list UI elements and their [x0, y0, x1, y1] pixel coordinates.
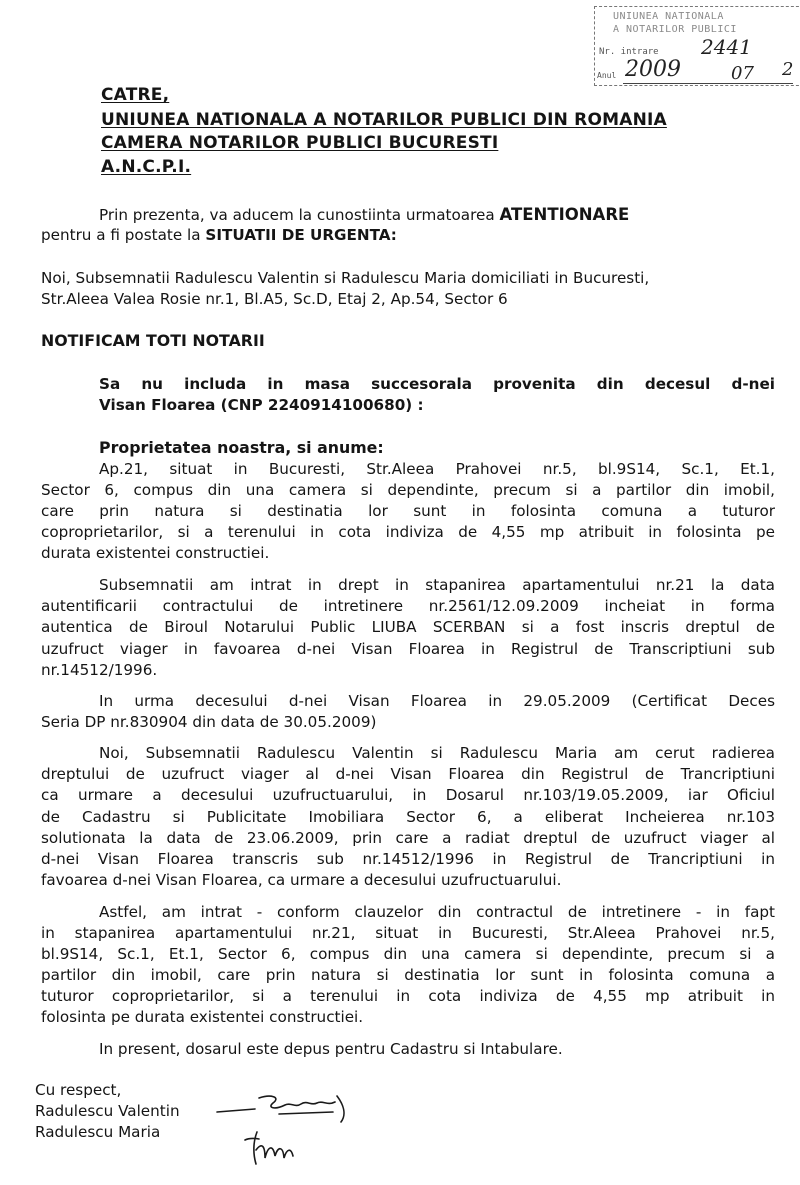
p5-line4: partilor din imobil, care prin natura si destinatia lor sunt in folosinta comuna a: [41, 966, 775, 984]
property-line1: Ap.21, situat in Bucuresti, Str.Aleea Prahovei nr.5, bl.9S14, Sc.1, Et.1,: [99, 460, 775, 478]
intro-text: Prin prezenta, va aducem la cunostiinta urmatoarea: [99, 206, 500, 224]
p4-line7: favoarea d-nei Visan Floarea, ca urmare a decesului uzufructuarului.: [41, 871, 562, 889]
p2-line5: nr.14512/1996.: [41, 661, 158, 679]
addressee-ancpi: A.N.C.P.I.: [101, 157, 192, 177]
p3-line1: In urma decesului d-nei Visan Floarea in 29.05.2009 (Certificat Deces: [99, 692, 775, 710]
p5-line1: Astfel, am intrat - conform clauzelor din contractul de intretinere - in fapt: [99, 903, 775, 921]
stamp-registration-number: 2441: [701, 35, 752, 59]
p4-line4: de Cadastru si Publicitate Imobiliara Sector 6, a eliberat Incheierea nr.103: [41, 808, 775, 826]
addressee-uniunea: UNIUNEA NATIONALA A NOTARILOR PUBLICI DIN ROMANIA: [101, 110, 667, 130]
stamp-date-year: 2009: [625, 57, 681, 82]
p4-line6: d-nei Visan Floarea transcris sub nr.14512/1996 in Registrul de Trancriptiuni in: [41, 850, 775, 868]
p4-line1: Noi, Subsemnatii Radulescu Valentin si Radulescu Maria am cerut radierea: [99, 744, 775, 762]
stamp-org-line1: UNIUNEA NATIONALA: [613, 11, 724, 22]
p2-line3: autentica de Biroul Notarului Public LIUBA SCERBAN si a fost inscris dreptul de: [41, 618, 775, 636]
p2-line2: autentificarii contractului de intretinere nr.2561/12.09.2009 incheiat in forma: [41, 597, 775, 615]
p4-line5: solutionata la data de 23.06.2009, prin care a radiat dreptul de uzufruct viager al: [41, 829, 775, 847]
signature-maria: [235, 1128, 315, 1168]
petitioners-line2: Str.Aleea Valea Rosie nr.1, Bl.A5, Sc.D, Etaj 2, Ap.54, Sector 6: [41, 290, 508, 308]
p6-line: In present, dosarul este depus pentru Cadastru si Intabulare.: [99, 1040, 563, 1058]
request-line1: Sa nu includa in masa succesorala provenita din decesul d-nei: [99, 375, 775, 393]
addressee-to: CATRE,: [101, 85, 170, 105]
property-heading: Proprietatea noastra, si anume:: [99, 438, 384, 457]
property-line4: coproprietarilor, si a terenului in cota indiviza de 4,55 mp atribuit in folosinta pe: [41, 523, 775, 541]
stamp-underline: [623, 83, 793, 84]
p5-line5: tuturor coproprietarilor, si a terenului in cota indiviza de 4,55 mp atribuit in: [41, 987, 775, 1005]
closing-respect: Cu respect,: [35, 1081, 122, 1099]
p4-line2: dreptului de uzufruct viager al d-nei Visan Floarea din Registrul de Trancriptiuni: [41, 765, 775, 783]
intro-line2: [41, 226, 397, 245]
intro-atentionare: ATENTIONARE: [499, 205, 630, 224]
addressee-camera: CAMERA NOTARILOR PUBLICI BUCURESTI: [101, 133, 499, 153]
registration-stamp: [594, 6, 800, 86]
p2-line4: uzufruct viager in favoarea d-nei Visan Floarea in Registrul de Transcriptiuni sub: [41, 640, 775, 658]
petitioners-line1: Noi, Subsemnatii Radulescu Valentin si Radulescu Maria domiciliati in Bucuresti,: [41, 269, 650, 287]
stamp-date-label: Anul: [597, 71, 617, 80]
intro-text-2: pentru a fi postate la: [41, 226, 206, 244]
property-line2: Sector 6, compus din una camera si dependinte, precum si a partilor din imobil,: [41, 481, 775, 499]
signatory-name-1: Radulescu Valentin: [35, 1102, 180, 1120]
notify-heading: NOTIFICAM TOTI NOTARII: [41, 331, 265, 350]
signature-valentin: [215, 1090, 375, 1130]
property-line5: durata existentei constructiei.: [41, 544, 270, 562]
stamp-number-label: Nr. intrare: [599, 47, 659, 57]
signatory-name-2: Radulescu Maria: [35, 1123, 161, 1141]
stamp-date-day: 2: [782, 59, 794, 80]
request-line2: Visan Floarea (CNP 2240914100680) :: [99, 396, 424, 414]
intro-line1: [99, 205, 629, 225]
stamp-date-month: 07: [731, 63, 754, 84]
p3-line2: Seria DP nr.830904 din data de 30.05.2009): [41, 713, 377, 731]
property-line3: care prin natura si destinatia lor sunt in folosinta comuna a tuturor: [41, 502, 775, 520]
p2-line1: Subsemnatii am intrat in drept in stapanirea apartamentului nr.21 la data: [99, 576, 775, 594]
stamp-org-line2: A NOTARILOR PUBLICI: [613, 24, 737, 35]
intro-situatii-urgenta: SITUATII DE URGENTA:: [205, 226, 397, 244]
p5-line6: folosinta pe durata existentei constructiei.: [41, 1008, 364, 1026]
p5-line2: in stapanirea apartamentului nr.21, situat in Bucuresti, Str.Aleea Prahovei nr.5,: [41, 924, 775, 942]
p5-line3: bl.9S14, Sc.1, Et.1, Sector 6, compus din una camera si dependinte, precum si a: [41, 945, 775, 963]
p4-line3: ca urmare a decesului uzufructuarului, in Dosarul nr.103/19.05.2009, iar Oficiul: [41, 786, 775, 804]
